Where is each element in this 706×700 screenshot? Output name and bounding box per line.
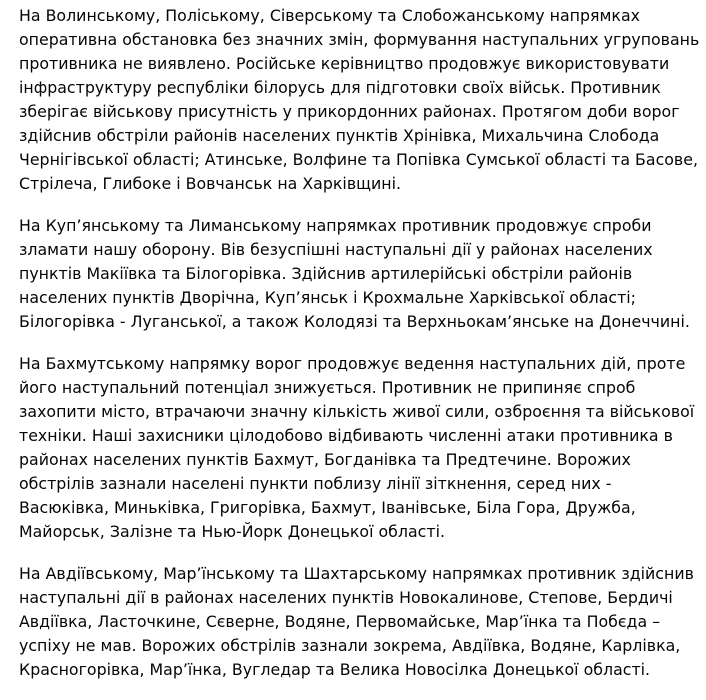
text-line: інфраструктуру республіки білорусь для підготовки своїх військ. Противник [19, 78, 661, 97]
text-line: Стрілеча, Глибоке і Вовчанськ на Харківщині. [19, 174, 402, 193]
paragraph-avdiivka-marinka-shakhtarsk [19, 562, 699, 682]
text-line: здійснив обстріли районів населених пунктів Хрінівка, Михальчина Слобода [19, 126, 660, 145]
text-line: На Куп’янському та Лиманському напрямках противник продовжує спроби [19, 216, 652, 235]
text-line: Авдіївка, Ласточкине, Сєверне, Водяне, Первомайське, Мар’їнка та Побєда – [19, 612, 661, 631]
text-line: його наступальний потенціал знижується. Противник не припиняє спроб [19, 378, 636, 397]
text-line: пунктів Макіївка та Білогорівка. Здійснив артилерійські обстріли районів [19, 264, 633, 283]
text-line: оперативна обстановка без значних змін, формування наступальних угруповань [19, 30, 700, 49]
text-line: Васюківка, Миньківка, Григорівка, Бахмут, Іванівське, Біла Гора, Дружба, [19, 498, 636, 517]
text-line: районах населених пунктів Бахмут, Богданівка та Предтечине. Ворожих [19, 450, 631, 469]
text-line: захопити місто, втрачаючи значну кількість живої сили, озброєння та військової [19, 402, 695, 421]
text-line: техніки. Наші захисники цілодобово відбивають численні атаки противника в [19, 426, 673, 445]
text-line: Чернігівської області; Атинське, Волфине та Попівка Сумської області та Басове, [19, 150, 698, 169]
text-line: зламати нашу оборону. Вів безуспішні наступальні дії у районах населених [19, 240, 653, 259]
paragraph-bakhmut [19, 352, 699, 544]
text-line: Красногорівка, Мар’їнка, Вугледар та Велика Новосілка Донецької області. [19, 660, 651, 679]
text-line: На Волинському, Поліському, Сіверському та Слобожанському напрямках [19, 6, 640, 25]
text-line: На Бахмутському напрямку ворог продовжує ведення наступальних дій, проте [19, 354, 686, 373]
paragraph-kupiansk-lyman [19, 214, 699, 334]
post-body [19, 4, 699, 700]
text-line: противника не виявлено. Російське керівництво продовжує використовувати [19, 54, 670, 73]
text-line: Майорськ, Залізне та Нью-Йорк Донецької області. [19, 522, 445, 541]
text-line: успіху не мав. Ворожих обстрілів зазнали зокрема, Авдіївка, Водяне, Карлівка, [19, 636, 681, 655]
text-line: наступальні дії в районах населених пунктів Новокалинове, Степове, Бердичі [19, 588, 673, 607]
paragraph-volyn-polissia-siversk-slobozhansk [19, 4, 699, 196]
text-line: зберігає військову присутність у прикордонних районах. Протягом доби ворог [19, 102, 680, 121]
text-line: обстрілів зазнали населені пункти поблизу лінії зіткнення, серед них - [19, 474, 612, 493]
text-line: населених пунктів Дворічна, Куп’янськ і Крохмальне Харківської області; [19, 288, 636, 307]
text-line: Білогорівка - Луганської, а також Колодязі та Верхньокам’янське на Донеччині. [19, 312, 690, 331]
text-line: На Авдіївському, Мар’їнському та Шахтарському напрямках противник здійснив [19, 564, 694, 583]
